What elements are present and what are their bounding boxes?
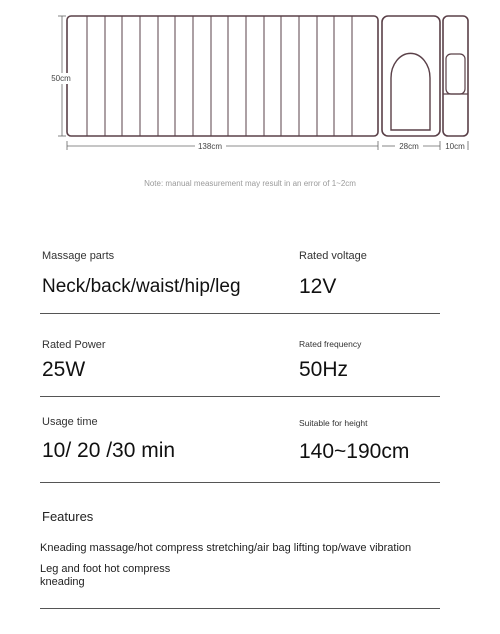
pillow-head-rest bbox=[391, 53, 430, 130]
mat-dimension-diagram bbox=[0, 0, 500, 200]
spec-value-rated-voltage: 12V bbox=[299, 275, 337, 298]
spec-value-rated-frequency: 50Hz bbox=[299, 358, 349, 381]
measurement-note: Note: manual measurement may result in an error of 1~2cm bbox=[144, 179, 356, 188]
spec-label-rated-frequency: Rated frequency bbox=[299, 339, 362, 349]
divider bbox=[40, 608, 440, 609]
feature-line: kneading bbox=[40, 576, 85, 588]
length-dimension-label: 138cm bbox=[197, 142, 223, 151]
spec-value-suitable-height: 140~190cm bbox=[299, 440, 410, 463]
spec-value-usage-time: 10/ 20 /30 min bbox=[42, 439, 176, 462]
pillow-dimension-label: 28cm bbox=[399, 142, 419, 151]
end-dimension-label: 10cm bbox=[445, 142, 465, 151]
spec-label-massage-parts: Massage parts bbox=[42, 250, 115, 262]
spec-label-rated-power: Rated Power bbox=[42, 339, 106, 351]
spec-label-rated-voltage: Rated voltage bbox=[299, 250, 367, 262]
features-title: Features bbox=[42, 509, 94, 524]
mat-stitch-lines bbox=[87, 16, 352, 136]
spec-value-rated-power: 25W bbox=[42, 358, 86, 381]
divider bbox=[40, 396, 440, 397]
height-dimension-label: 50cm bbox=[51, 74, 71, 83]
spec-value-massage-parts: Neck/back/waist/hip/leg bbox=[42, 276, 241, 297]
divider bbox=[40, 482, 440, 483]
end-section-pad bbox=[446, 54, 465, 94]
mat-outline-drawing bbox=[0, 0, 500, 200]
spec-label-suitable-height: Suitable for height bbox=[299, 418, 368, 428]
feature-line: Leg and foot hot compress bbox=[40, 563, 171, 575]
spec-label-usage-time: Usage time bbox=[42, 416, 98, 428]
feature-line: Kneading massage/hot compress stretching/air bag lifting top/wave vibration bbox=[40, 542, 412, 554]
mat-body bbox=[67, 16, 378, 136]
end-section bbox=[443, 16, 468, 136]
divider bbox=[40, 313, 440, 314]
